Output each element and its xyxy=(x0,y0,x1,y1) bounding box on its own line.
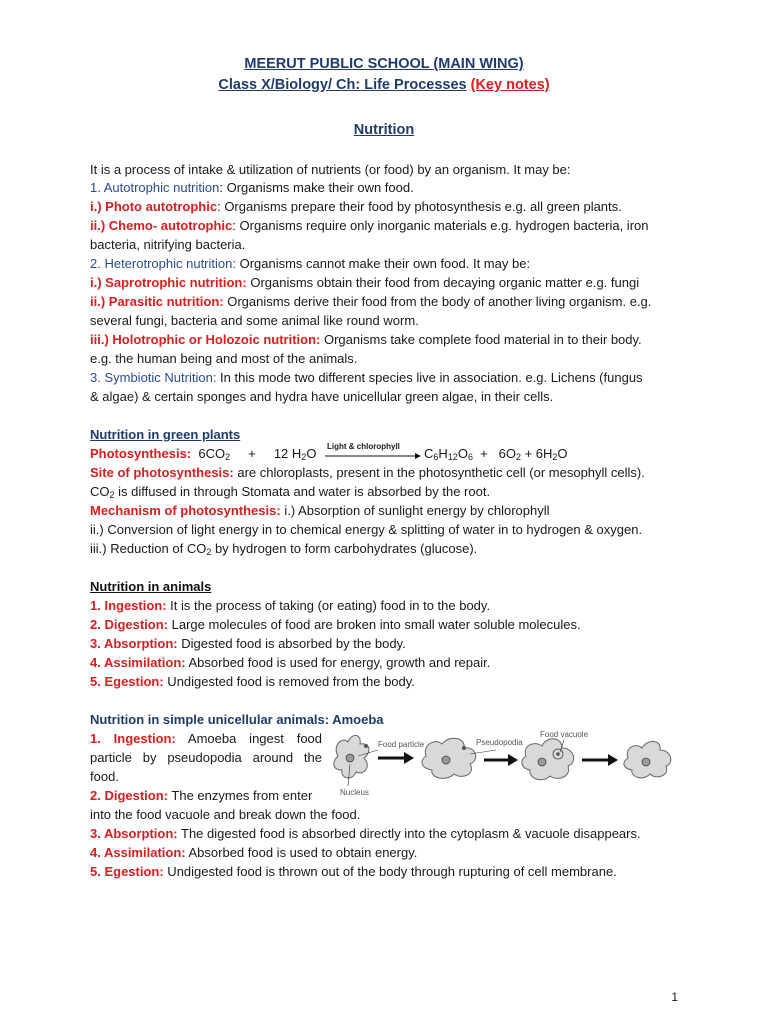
animals-heading: Nutrition in animals xyxy=(90,579,212,594)
mechanism-line-2: ii.) Conversion of light energy in to chemical energy & splitting of water in to hydrogen & oxygen. xyxy=(90,522,643,537)
green-plants-heading: Nutrition in green plants xyxy=(90,427,241,442)
amoeba-ingestion-2: particle by pseudopodia around the xyxy=(90,750,322,765)
amoeba-absorption: 3. Absorption: The digested food is absorbed directly into the cytoplasm & vacuole disappears. xyxy=(90,826,641,841)
parasitic-line-2: several fungi, bacteria and some animal like round worm. xyxy=(90,313,419,328)
amoeba-egestion: 5. Egestion: Undigested food is thrown out of the body through rupturing of cell membrane. xyxy=(90,864,617,879)
amoeba-digestion-1: 2. Digestion: The enzymes from enter xyxy=(90,788,313,803)
animal-step-5: 5. Egestion: Undigested food is removed from the body. xyxy=(90,674,415,689)
amoeba-stage-2 xyxy=(422,738,476,778)
school-title: MEERUT PUBLIC SCHOOL (MAIN WING) xyxy=(244,56,524,72)
equation-products: $C_6H_{12}O_6 + 6O_2 + 6H_2O$ xyxy=(424,446,568,462)
chemo-autotrophic-line-2: bacteria, nitrifying bacteria. xyxy=(90,237,246,252)
label-nucleus: Nucleus xyxy=(340,788,369,797)
mechanism-line: Mechanism of photosynthesis: i.) Absorption of sunlight energy by chlorophyll xyxy=(90,503,550,518)
amoeba-stage-4 xyxy=(624,741,671,777)
animal-step-2: 2. Digestion: Large molecules of food are broken into small water soluble molecules. xyxy=(90,617,581,632)
label-food-particle: Food particle xyxy=(378,740,425,749)
section-title: Nutrition xyxy=(353,122,415,138)
reaction-arrow xyxy=(325,452,421,460)
animal-step-3: 3. Absorption: Digested food is absorbed by the body. xyxy=(90,636,406,651)
heterotrophic-line: 2. Heterotrophic nutrition: Organisms cannot make their own food. It may be: xyxy=(90,256,531,271)
amoeba-assimilation: 4. Assimilation: Absorbed food is used to obtain energy. xyxy=(90,845,418,860)
autotrophic-line: 1. Autotrophic nutrition: Organisms make their own food. xyxy=(90,180,414,195)
arrow-1 xyxy=(378,752,414,764)
amoeba-ingestion-1: 1. Ingestion: Amoeba ingest food xyxy=(90,731,323,746)
symbiotic-line: 3. Symbiotic Nutrition: In this mode two different species live in association. e.g. Lichens (fungus xyxy=(90,370,643,385)
intro-text: It is a process of intake & utilization of nutrients (or food) by an organism. It may be: xyxy=(90,162,571,177)
label-food-vacuole: Food vacuole xyxy=(540,730,589,739)
mechanism-line-3: iii.) Reduction of $CO_2$ by hydrogen to form carbohydrates (glucose). xyxy=(90,541,478,557)
holozoic-line: iii.) Holotrophic or Holozoic nutrition: Organisms take complete food material in to their body. xyxy=(90,332,642,347)
parasitic-line: ii.) Parasitic nutrition: Organisms derive their food from the body of another living organism. e.g. xyxy=(90,294,652,309)
label-pseudopodia: Pseudopodia xyxy=(476,738,523,747)
saprotrophic-line: i.) Saprotrophic nutrition: Organisms obtain their food from decaying organic matter e.g. fungi xyxy=(90,275,640,290)
arrow-2 xyxy=(484,754,518,766)
amoeba-ingestion-3: food. xyxy=(90,769,119,784)
amoeba-heading: Nutrition in simple unicellular animals: Amoeba xyxy=(90,712,384,727)
chemo-autotrophic-line: ii.) Chemo- autotrophic: Organisms require only inorganic materials e.g. hydrogen bacteria, iron xyxy=(90,218,649,233)
holozoic-line-2: e.g. the human being and most of the animals. xyxy=(90,351,358,366)
animal-step-4: 4. Assimilation: Absorbed food is used for energy, growth and repair. xyxy=(90,655,491,670)
amoeba-stage-3 xyxy=(522,739,574,780)
amoeba-stage-1 xyxy=(334,735,369,778)
co2-line: $CO_2$ is diffused in through Stomata and water is absorbed by the root. xyxy=(90,484,491,500)
arrow-3 xyxy=(582,754,618,766)
arrow-label: Light & chlorophyll xyxy=(327,442,400,451)
class-subtitle: Class X/Biology/ Ch: Life Processes (Key notes) xyxy=(218,77,550,93)
animal-step-1: 1. Ingestion: It is the process of taking (or eating) food in to the body. xyxy=(90,598,491,613)
symbiotic-line-2: & algae) & certain sponges and hydra have unicellular green algae, in their cells. xyxy=(90,389,554,404)
amoeba-digestion-2: into the food vacuole and break down the food. xyxy=(90,807,361,822)
photo-autotrophic-line: i.) Photo autotrophic: Organisms prepare their food by photosynthesis e.g. all green plants. xyxy=(90,199,622,214)
photosynthesis-equation: Photosynthesis: $6CO_2$ + 12 $H_2O$ xyxy=(90,446,317,462)
page-number: 1 xyxy=(671,990,678,1004)
site-line: Site of photosynthesis: are chloroplasts, present in the photosynthetic cell (or mesophyll cells). xyxy=(90,465,645,480)
